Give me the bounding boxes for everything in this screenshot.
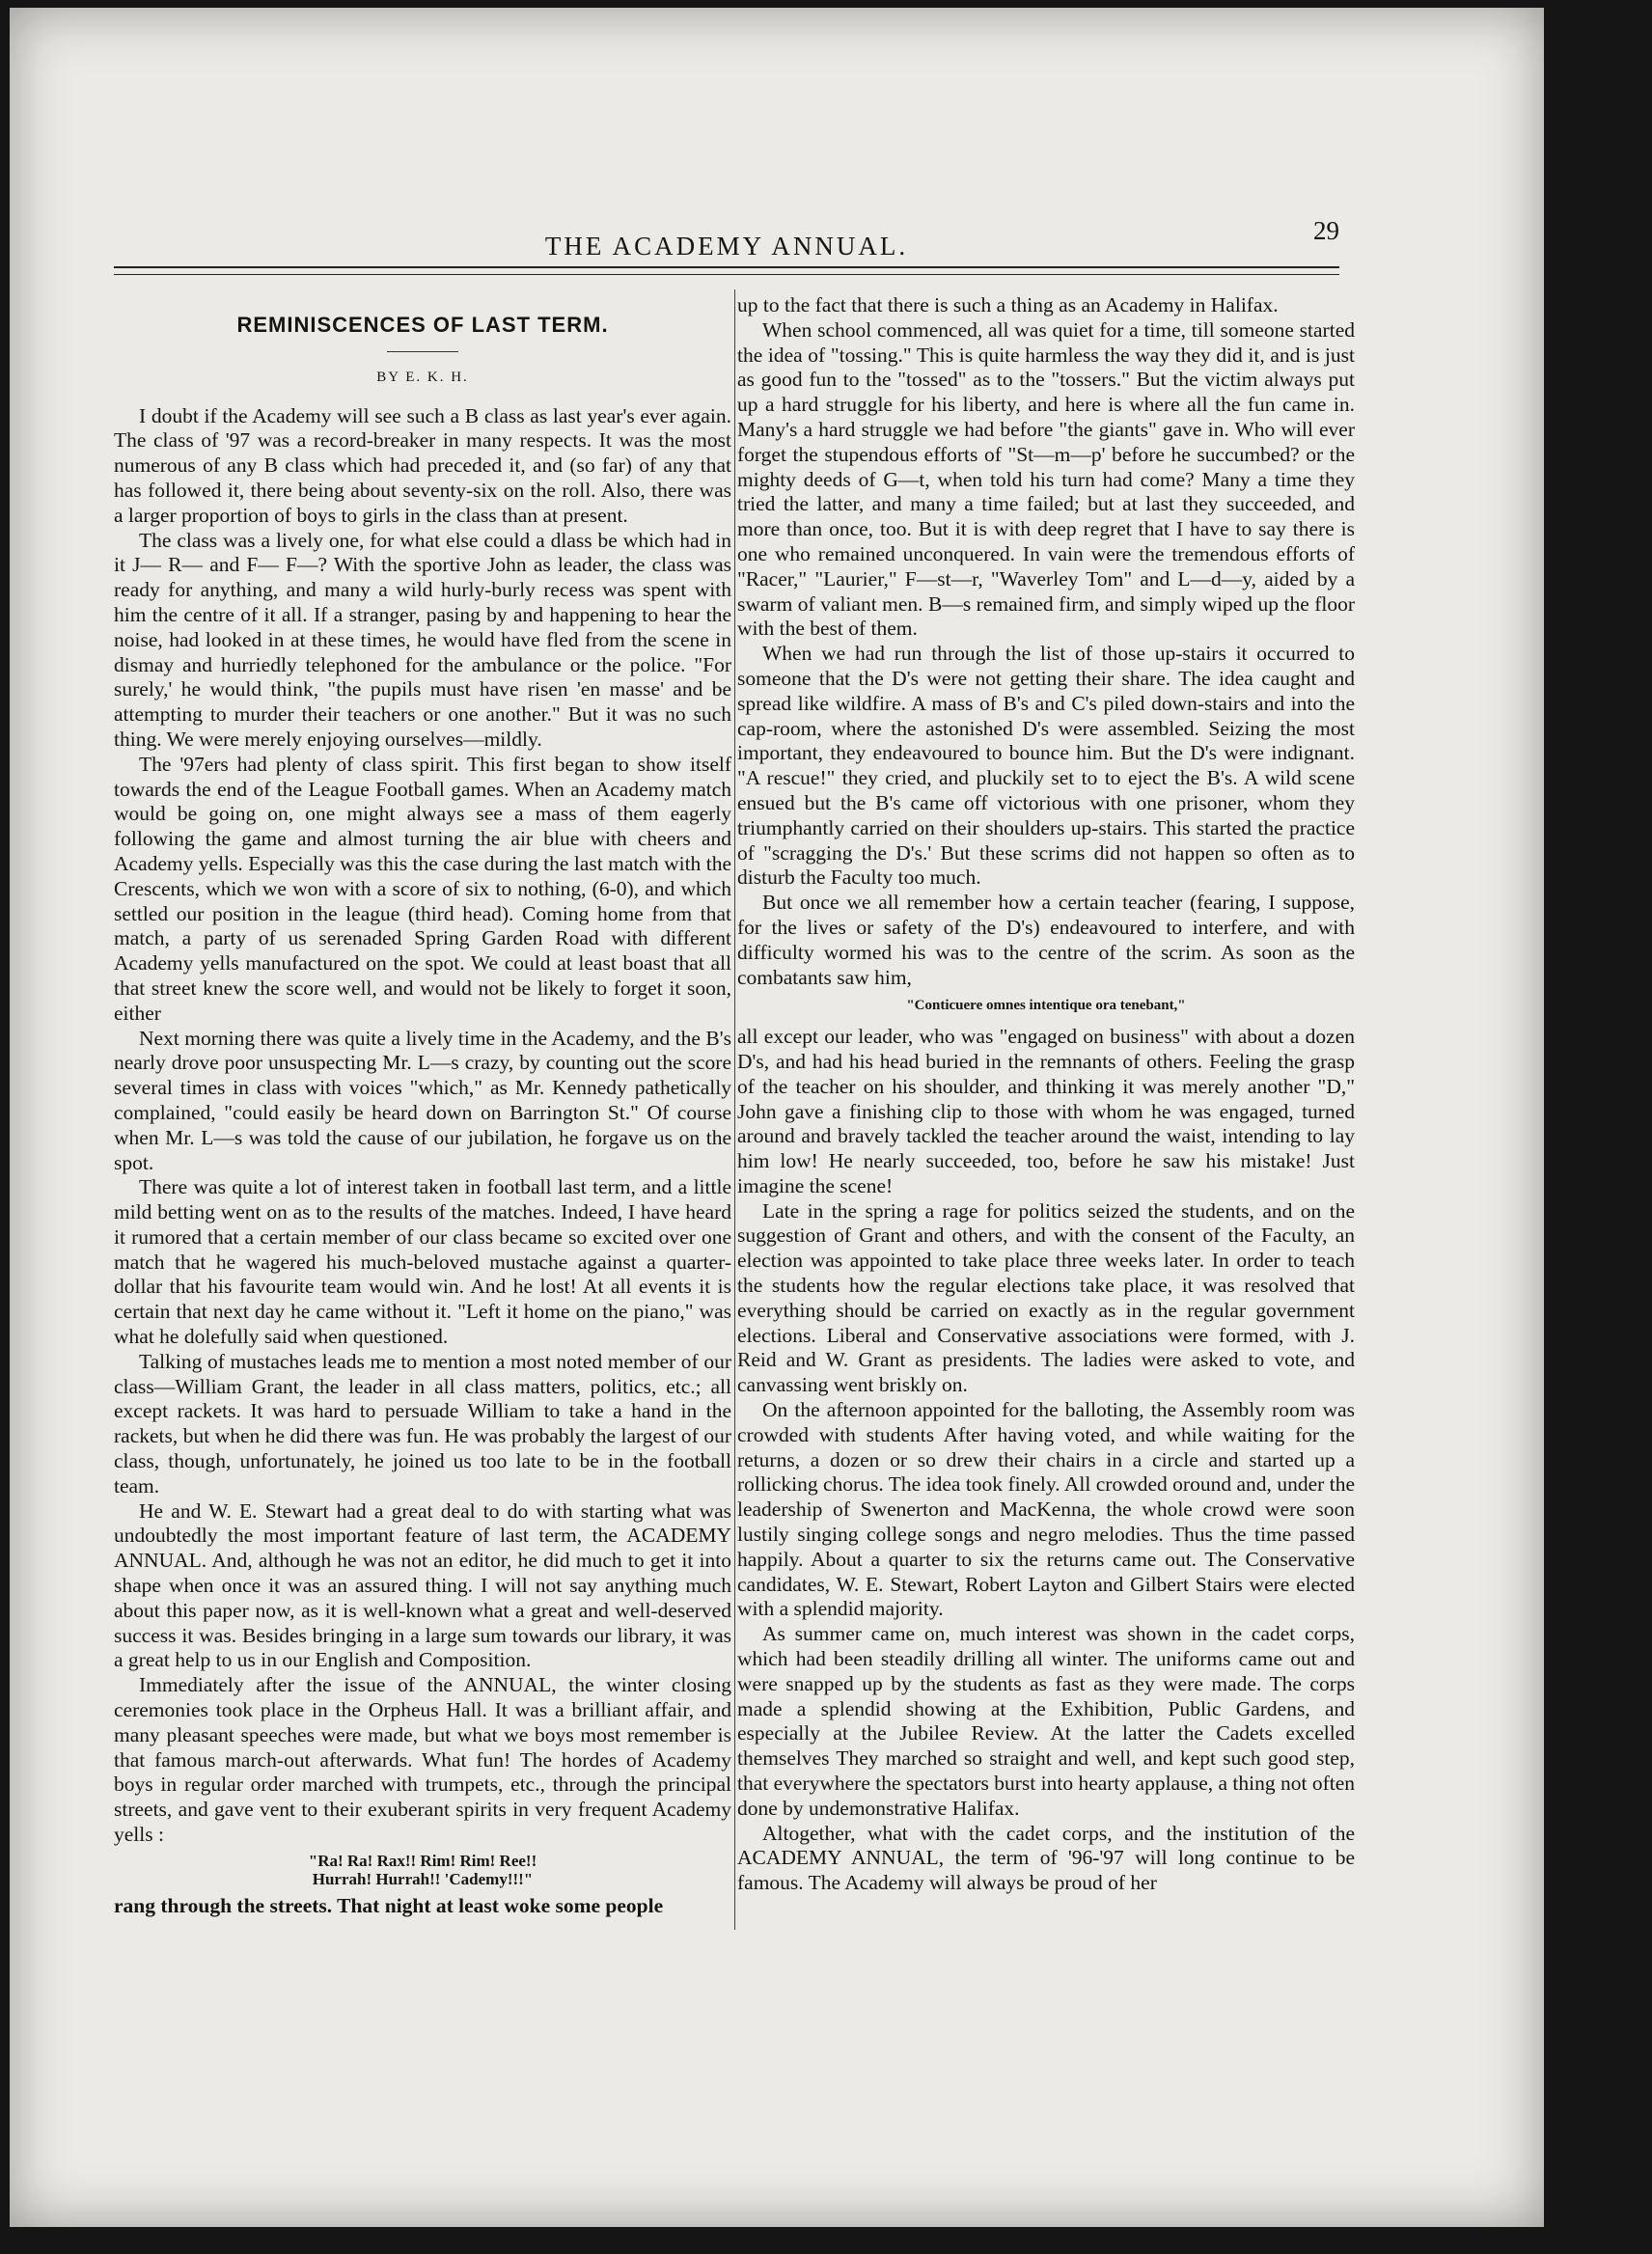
paragraph: He and W. E. Stewart had a great deal to do with starting what was undoubtedly the most important feature of last term, the ACADEMY ANNUAL. And, although he was not an editor, he did much to get it into shape when once it was an assured thing. I will not say anything much about this paper now, as it is well-known what a great and well-deserved success it was. Besides bringing in a large sum towards our library, it was a great help to us in our English and Composition. (114, 1498, 731, 1672)
paragraph: I doubt if the Academy will see such a B class as last year's ever again. The class of '97 was a record-breaker in many respects. It was the most numerous of any B class which had preceded it, and (so far) of any that has followed it, there being about seventy-six on the roll. Also, there was a larger proportion of boys to girls in the class than at present. (114, 403, 731, 527)
latin-quote: "Conticuere omnes intentique ora tenebant," (906, 998, 1186, 1014)
yell-line: Hurrah! Hurrah!! 'Cademy!!!" (312, 1869, 534, 1888)
paragraph: When we had run through the list of those up-stairs it occurred to someone that the D's were not getting their share. The idea caught and spread like wildfire. A mass of B's and C's piled down-stairs and into the cap-room, where the astonished D's were assembled. Seizing the most important, they endeavoured to bounce him. But the D's were indignant. "A rescue!" they cried, and pluckily set to to eject the B's. A wild scene ensued but the B's came off victorious with one prisoner, whom they triumphantly carried on their shoulders up-stairs. This started the practice of "scragging the D's.' But these scrims did not happen so often as to disturb the Faculty too much. (737, 642, 1355, 890)
article-title: REMINISCENCES OF LAST TERM. (236, 313, 609, 337)
yell-line: "Ra! Ra! Rax!! Rim! Rim! Ree!! (308, 1851, 537, 1870)
academy-yell (114, 1852, 731, 1888)
paragraph: all except our leader, who was "engaged on business" with about a dozen D's, and had his head buried in the remnants of others. Feeling the grasp of the teacher on his shoulder, and thinking it was merely another "D," John gave a finishing clip to those with whom he was engaged, turned around and bravely tackled the teacher around the waist, intending to lay him low! He nearly succeeded, too, before he saw his mistake! Just imagine the scene! (737, 1025, 1355, 1197)
header-rule (114, 266, 1339, 268)
paragraph: The '97ers had plenty of class spirit. This first began to show itself towards the end of the League Football games. When an Academy match would be going on, one might always see a mass of them eagerly following the game and almost turning the air blue with cheers and Academy yells. Especially was this the case during the last match with the Crescents, which we won with a score of six to nothing, (6-0), and which settled our position in the league (third head). Coming home from that match, a party of us serenaded Spring Garden Road with different Academy yells manufactured on the spot. We could at least boast that all that street knew the score well, and would not be likely to forget it soon, either (114, 752, 731, 1025)
article-byline: BY E. K. H. (376, 369, 469, 385)
title-rule (387, 351, 458, 352)
left-column (114, 293, 731, 1919)
column-divider (734, 289, 735, 1930)
right-column (737, 293, 1355, 1896)
paragraph: Talking of mustaches leads me to mention a most noted member of our class—William Grant, the leader in all class matters, politics, etc.; all except rackets. It was hard to persuade William to take a hand in the rackets, but when he did there was fun. He was probably the largest of our class, though, unfortunately, he joined us too late to be in the football team. (114, 1349, 731, 1498)
paragraph: There was quite a lot of interest taken in football last term, and a little mild betting went on as to the results of the matches. Indeed, I have heard it rumored that a certain member of our class became so excited over one match that he wagered his much-beloved mustache against a quarter-dollar that his favourite team would win. And he lost! At all events it is certain that next day he came without it. "Left it home on the piano," was what he dolefully said when questioned. (114, 1175, 731, 1349)
paragraph: As summer came on, much interest was shown in the cadet corps, which had been steadily drilling all winter. The uniforms came out and were snapped up by the students as fast as they were made. The corps made a splendid showing at the Exhibition, Public Gardens, and especially at the Jubilee Review. At the latter the Cadets excelled themselves They marched so straight and well, and kept such good step, that everywhere the spectators burst into hearty applause, a thing not often done by undemonstrative Halifax. (737, 1622, 1356, 1820)
page-number: 29 (1313, 216, 1339, 245)
page-header (114, 216, 1339, 274)
running-title: THE ACADEMY ANNUAL. (544, 232, 909, 261)
paragraph: up to the fact that there is such a thing as an Academy in Halifax. (737, 293, 1279, 316)
paragraph: Altogether, what with the cadet corps, and the institution of the ACADEMY ANNUAL, the term of '96-'97 will long continue to be famous. The Academy will always be proud of her (737, 1821, 1355, 1895)
paragraph: Immediately after the issue of the ANNUAL, the winter closing ceremonies took place in the Orpheus Hall. It was a brilliant affair, and many pleasant speeches were made, but what we boys most remember is that famous march-out afterwards. What fun! The hordes of Academy boys in regular order marched with trumpets, etc., through the principal streets, and gave vent to their exuberant spirits in very frequent Academy yells : (114, 1673, 731, 1847)
paragraph: rang through the streets. That night at least woke some people (114, 1893, 664, 1917)
paragraph: When school commenced, all was quiet for a time, till someone started the idea of "tossing." This is quite harmless the way they did it, and is just as good fun to the "tossed" as to the "tossers." But the victim always put up a hard struggle for his liberty, and here is where all the fun came in. Many's a hard struggle we had before "the giants" gave in. Who will ever forget the stupendous efforts of "St—m—p' before he succumbed? or the mighty deeds of G—t, when told his turn had come? Many a time they tried the latter, and many a time failed; but at last they succeeded, and more than once, too. But it is with deep regret that I have to say there is one who remained unconquered. In vain were the tremendous efforts of "Racer," "Laurier," F—st—r, "Waverley Tom" and L—d—y, aided by a swarm of valiant men. B—s remained firm, and simply wiped up the floor with the best of them. (737, 317, 1355, 641)
paragraph: But once we all remember how a certain teacher (fearing, I suppose, for the lives or safety of the D's) endeavoured to interfere, and with difficulty wormed his was to the centre of the scrim. As soon as the combatants saw him, (737, 891, 1355, 989)
paragraph: The class was a lively one, for what else could a dlass be which had in it J— R— and F— F—? With the sportive John as leader, the class was ready for anything, and many a wild hurly-burly recess was spent with him the centre of it all. If a stranger, pasing by and happening to hear the noise, had looked in at these times, he would have fled from the scene in dismay and hurriedly telephoned for the ambulance or the police. "For surely,' he would think, "the pupils must have risen 'en masse' and be attempting to murder their teachers or one another." But it was no such thing. We were merely enjoying ourselves—mildly. (114, 528, 731, 751)
header-rule-thin (114, 274, 1339, 275)
paragraph: On the afternoon appointed for the balloting, the Assembly room was crowded with students After having voted, and while waiting for the returns, a dozen or so drew their chairs in a circle and started up a rollicking chorus. The idea took finely. All crowded oround and, under the leadership of Swenerton and MacKenna, the whole crowd were soon lustily singing college songs and negro melodies. Thus the time passed happily. About a quarter to six the returns came out. The Conservative candidates, W. E. Stewart, Robert Layton and Gilbert Stairs were elected with a splendid majority. (737, 1398, 1355, 1621)
paragraph: Late in the spring a rage for politics seized the students, and on the suggestion of Grant and others, and with the consent of the Faculty, an election was appointed to take place three weeks later. In order to teach the students how the regular elections take place, it was resolved that everything should be carried on exactly as in the regular government elections. Liberal and Conservative associations were formed, with J. Reid and W. Grant as presidents. The ladies were asked to vote, and canvassing went briskly on. (737, 1198, 1355, 1397)
paragraph: Next morning there was quite a lively time in the Academy, and the B's nearly drove poor unsuspecting Mr. L—s crazy, by counting out the score several times in class with voices "which," as Mr. Kennedy pathetically complained, "could easily be heard down on Barrington St." Of course when Mr. L—s was told the cause of our jubilation, he forgave us on the spot. (114, 1026, 731, 1174)
